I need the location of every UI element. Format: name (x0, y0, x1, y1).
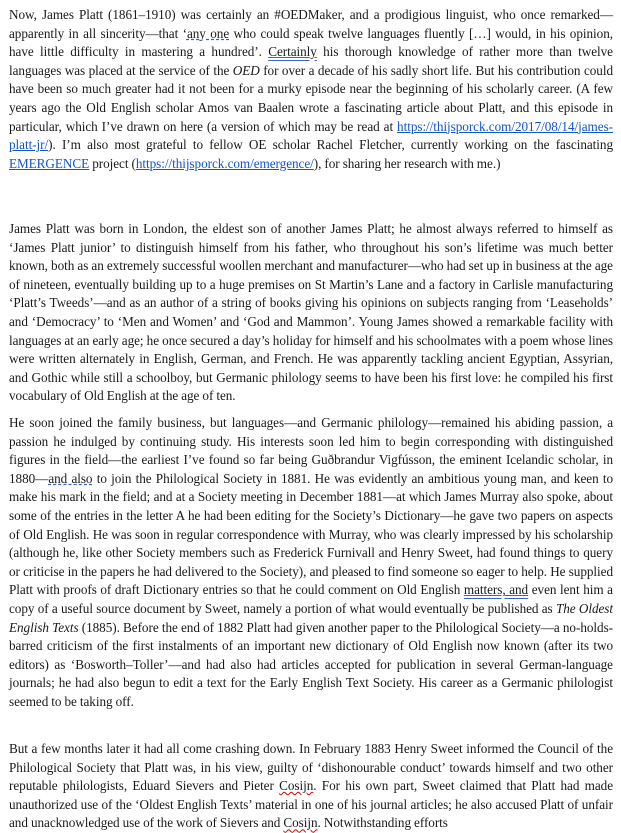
text-run: to join the Philological Society in 1881. He was evidently an ambitious young man, and keen to make his mark in the field; and at a Society meeting in December 1881—at which James Murray also spoke, about some of the entries in the letter A he had been editing for the Society’s Dictionary—he gave two papers on aspects of Old English. He was soon in regular correspondence with Murray, who was clearly impressed by his scholarship (although he, like other Society members such as Frederick Furnivall and Henry Sweet, had found things to query or criticise in the papers he had delivered to the Society), and pleased to find someone so eager to help. He supplied Platt with proofs of draft Dictionary entries so that he could comment on Old English (9, 470, 613, 598)
text-run: project ( (89, 155, 136, 171)
paragraph-career (9, 414, 613, 712)
paragraph-early-life: James Platt was born in London, the eldest son of another James Platt; he almost always referred to himself as ‘James Platt junior’ to distinguish himself from his father, who throughout his son’s lifetime was much better known, both as an extremely successful woollen merchant and manufacturer—who had set up in business at the age of nineteen, eventually building up to a huge premises on St Martin’s Lane and a factory in Carlisle manufacturing ‘Platt’s Tweeds’—and as an author of a string of books giving his opinions on subjects ranging from ‘Leaseholds’ and ‘Democracy’ to ‘Men and Women’ and ‘God and Mammon’. Young James showed a remarkable facility with languages at an early age; he once secured a day’s holiday for himself and his schoolmates with a poem whose lines were written alternately in English, German, and French. He was apparently tackling ancient Egyptian, Assyrian, and Gothic while still a schoolboy, but Germanic philology seems to have been his first love: he compiled his first vocabulary of Old English at the age of ten. (9, 221, 613, 404)
text-run: who could speak twelve languages fluently […] would, in his opinion, have little difficulty in mastering a hundred’. (9, 25, 614, 60)
text-run: . For his own part, Sweet claimed that Platt had made unauthorized use of the ‘Oldest English Texts’ material in one of his journal articles; he also accused Platt of unfair and unacknowledged use of the work of Sievers and (9, 778, 614, 831)
paragraph-intro (9, 6, 613, 173)
spelling-flag-cosijn: Cosijn (283, 815, 318, 831)
text-run: . Notwithstanding efforts (317, 815, 448, 831)
text-run: He soon joined the family business, but languages—and Germanic philology—remained his abiding passion, a passion he indulged by continuing study. His interests soon led him to begin corresponding with distinguished figures in the field—the earliest I’ve found so far being Guðbrandur Vigfússon, the eminent Icelandic scholar, in 1880— (9, 415, 613, 486)
text-run: But a few months later it had all come crashing down. In February 1883 Henry Sweet informed the Council of the Philological Society that Platt was, in his view, guilty of ‘dishonourable conduct’ towards himself and two other reputable philologists, Eduard Sievers and Pieter (9, 741, 613, 794)
text-run: for over a decade of his sadly short life. But his contribution could have been so much greater had it not been for a murky episode near the beginning of his scholarly career. (A few years ago the Old English scholar Amos van Baalen wrote a fascinating article about Platt, and this episode in particular, which I’ve drawn on here (a version of which may be read at (9, 62, 613, 134)
text-run: ), for sharing her research with me.) (313, 155, 501, 171)
link-emergence-url[interactable]: https://thijsporck.com/emergence/ (135, 155, 314, 171)
text-run: (1885). Before the end of 1882 Platt had given another paper to the Philological Society—a no-holds-barred criticism of the first instalments of an important new dictionary of Old English now known (after its two editors) as ‘Bosworth–Toller’—and had also had articles accepted for publication in several German-language journals; he had also begun to edit a text for the Early English Text Society. His career as a Germanic philologist seemed to be taking off. (9, 619, 613, 709)
link-james-platt-article[interactable]: https://thijsporck.com/2017/08/14/james-platt-jr/ (9, 118, 613, 153)
grammar-flag-any-one: any one (186, 25, 230, 41)
grammar-flag-matters-and: matters, and (463, 582, 529, 598)
link-emergence[interactable]: EMERGENCE (9, 155, 90, 171)
text-run: even lent him a copy of a useful source document by Sweet, namely a portion of what would eventually be published as (9, 582, 613, 616)
text-run: his thorough knowledge of rather more than twelve languages was placed at the service of the (9, 44, 613, 78)
oldest-english-texts-italic: The Oldest English Texts (9, 600, 613, 635)
paragraph-downfall (9, 740, 613, 833)
grammar-flag-and-also: and also (48, 470, 93, 486)
spelling-flag-cosijn: Cosijn (279, 778, 314, 794)
text-run: Now, James Platt (1861–1910) was certainly an #OEDMaker, and a prodigious linguist, who once remarked—apparently in all sincerity—that ‘ (9, 7, 613, 41)
oed-italic: OED (232, 62, 260, 78)
text-run: ). I’m also most grateful to fellow OE scholar Rachel Fletcher, currently working on the fascinating (48, 137, 613, 153)
grammar-flag-certainly: Certainly (268, 44, 317, 60)
